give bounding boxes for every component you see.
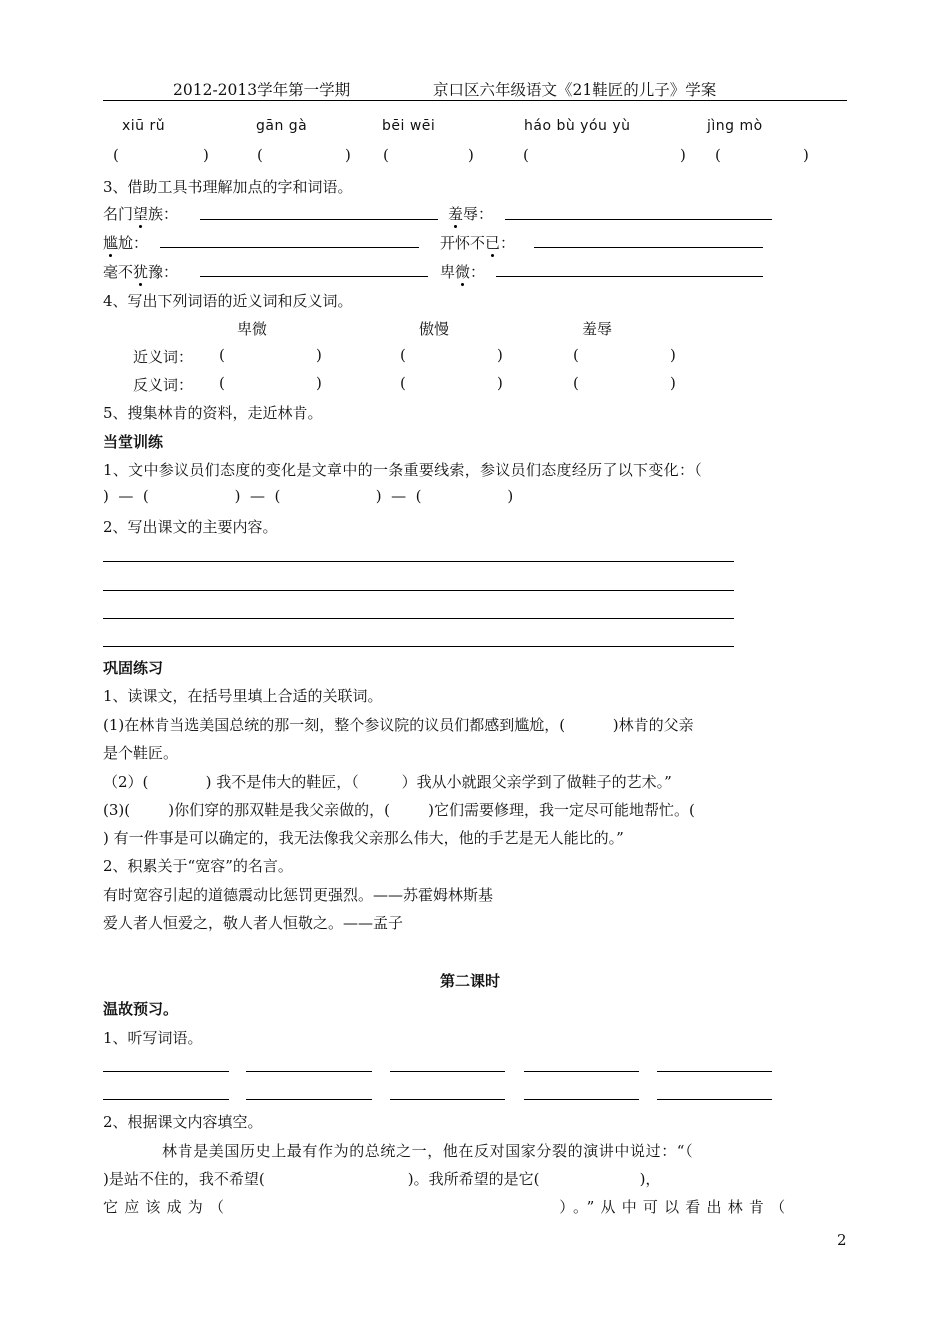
bracket-close: ) — [316, 346, 322, 364]
t1-line2: ) — ( ) — ( ) — ( ) — [103, 487, 514, 505]
bracket-open: ( — [257, 146, 263, 164]
answer-line[interactable] — [103, 561, 734, 562]
bracket-close: ) — [803, 146, 809, 164]
bracket-open: ( — [400, 346, 406, 364]
pinyin-3: bēi wēi — [382, 118, 436, 134]
header-term: 2012-2013学年第一学期 — [173, 81, 351, 99]
q3-title: 3、借助工具书理解加点的字和词语。 — [103, 178, 353, 196]
bracket-open: ( — [523, 146, 529, 164]
dictation-line[interactable] — [246, 1099, 372, 1100]
answer-line[interactable] — [200, 276, 428, 277]
bracket-open: ( — [715, 146, 721, 164]
answer-line[interactable] — [505, 219, 772, 220]
bracket-close: ) — [670, 346, 676, 364]
bracket-open: ( — [219, 374, 225, 392]
header-title: 京口区六年级语文《21鞋匠的儿子》学案 — [433, 81, 717, 99]
pinyin-5: jìng mò — [707, 118, 763, 134]
dictation-line[interactable] — [657, 1099, 772, 1100]
p1-title: 1、听写词语。 — [103, 1029, 203, 1047]
g1-s3a: (3)( )你们穿的那双鞋是我父亲做的，( )它们需要修理，我一定尽可能地帮忙。( — [103, 801, 695, 819]
g1-title: 1、读课文，在括号里填上合适的关联词。 — [103, 687, 383, 705]
quote-1: 有时宽容引起的道德震动比惩罚更强烈。——苏霍姆林斯基 — [103, 886, 494, 904]
q4-title: 4、写出下列词语的近义词和反义词。 — [103, 292, 353, 310]
antonym-label: 反义词： — [133, 376, 194, 394]
term-6: 卑微： — [440, 263, 486, 281]
section-heading: 巩固练习 — [103, 659, 164, 677]
bracket-close: ) — [468, 146, 474, 164]
lesson-title: 第二课时 — [440, 972, 501, 990]
bracket-close: ) — [670, 374, 676, 392]
bracket-open: ( — [219, 346, 225, 364]
answer-line[interactable] — [160, 247, 419, 248]
q4-word-1: 卑微 — [237, 320, 268, 338]
bracket-open: ( — [113, 146, 119, 164]
section-heading: 温故预习。 — [103, 1000, 179, 1018]
section-heading: 当堂训练 — [103, 433, 164, 451]
pinyin-4: háo bù yóu yù — [524, 118, 631, 134]
term-1: 名门望族： — [103, 205, 179, 223]
bracket-close: ) — [497, 374, 503, 392]
dictation-line[interactable] — [103, 1071, 229, 1072]
answer-line[interactable] — [103, 590, 734, 591]
term-5: 毫不犹豫： — [103, 263, 179, 281]
p2-title: 2、根据课文内容填空。 — [103, 1113, 263, 1131]
term-4: 开怀不已： — [440, 234, 516, 252]
t2-title: 2、写出课文的主要内容。 — [103, 518, 278, 536]
g1-s3b: ) 有一件事是可以确定的，我无法像我父亲那么伟大，他的手艺是无人能比的。” — [103, 829, 624, 847]
dictation-line[interactable] — [103, 1099, 229, 1100]
synonym-label: 近义词： — [133, 348, 194, 366]
answer-line[interactable] — [103, 618, 734, 619]
p2-line1: 林肯是美国历史上最有作为的总统之一，他在反对国家分裂的演讲中说过：“（ — [162, 1142, 694, 1160]
bracket-close: ) — [680, 146, 686, 164]
dictation-line[interactable] — [524, 1071, 639, 1072]
answer-line[interactable] — [534, 247, 763, 248]
p2-line2: )是站不住的，我不希望( )。我所希望的是它( )， — [103, 1170, 661, 1188]
bracket-close: ) — [497, 346, 503, 364]
g1-s1b: 是个鞋匠。 — [103, 744, 179, 762]
g1-s2: （2）( ) 我不是伟大的鞋匠，（ ）我从小就跟父亲学到了做鞋子的艺术。” — [103, 773, 672, 791]
dictation-line[interactable] — [657, 1071, 772, 1072]
bracket-open: ( — [573, 374, 579, 392]
dictation-line[interactable] — [390, 1099, 505, 1100]
answer-line[interactable] — [200, 219, 438, 220]
page-header — [103, 78, 847, 101]
bracket-close: ) — [316, 374, 322, 392]
quote-2: 爱人者人恒爱之，敬人者人恒敬之。——孟子 — [103, 914, 404, 932]
answer-line[interactable] — [496, 276, 763, 277]
t1-line1: 1、文中参议员们态度的变化是文章中的一条重要线索，参议员们态度经历了以下变化：（ — [103, 461, 703, 479]
q5-text: 5、搜集林肯的资料，走近林肯。 — [103, 404, 323, 422]
g2-title: 2、积累关于“宽容”的名言。 — [103, 857, 293, 875]
bracket-close: ) — [345, 146, 351, 164]
bracket-open: ( — [400, 374, 406, 392]
bracket-close: ) — [203, 146, 209, 164]
pinyin-1: xiū rǔ — [122, 118, 166, 134]
term-3: 尴尬： — [103, 234, 149, 252]
p2-line3: 它应该成为（ ）。”从中可以看出林肯（ — [103, 1198, 792, 1216]
bracket-open: ( — [383, 146, 389, 164]
dictation-line[interactable] — [524, 1099, 639, 1100]
q4-word-2: 傲慢 — [419, 320, 450, 338]
dictation-line[interactable] — [246, 1071, 372, 1072]
q4-word-3: 羞辱 — [582, 320, 613, 338]
dictation-line[interactable] — [390, 1071, 505, 1072]
pinyin-2: gān gà — [256, 118, 308, 134]
bracket-open: ( — [573, 346, 579, 364]
answer-line[interactable] — [103, 646, 734, 647]
g1-s1a: (1)在林肯当选美国总统的那一刻，整个参议院的议员们都感到尴尬，( )林肯的父亲 — [103, 716, 694, 734]
page-number: 2 — [837, 1231, 847, 1249]
term-2: 羞辱： — [448, 205, 494, 223]
